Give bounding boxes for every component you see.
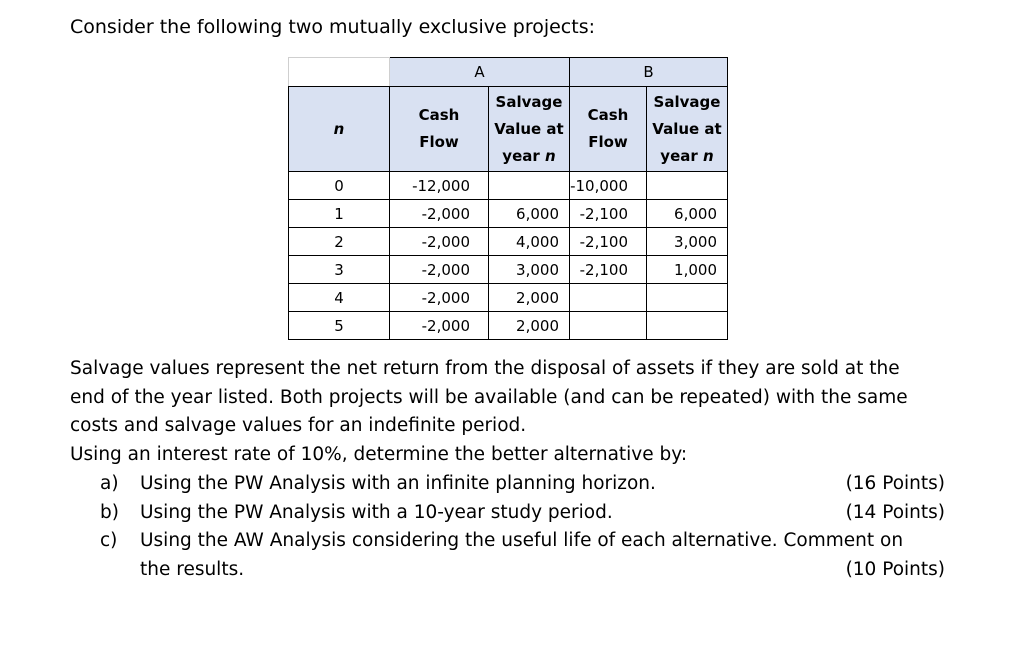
table-row: 1 -2,000 6,000 -2,100 6,000 [289, 200, 728, 228]
table-row: 4 -2,000 2,000 [289, 284, 728, 312]
table-row: 5 -2,000 2,000 [289, 312, 728, 340]
instruction-line: Using an interest rate of 10%, determine the better alternative by: [70, 443, 688, 465]
points-label: (16 Points) [845, 473, 945, 494]
question-list [100, 470, 945, 584]
problem-description [70, 355, 950, 469]
description-line: costs and salvage values for an indefinite period. [70, 415, 527, 437]
description-line: end of the year listed. Both projects will be available (and can be repeated) with the same [70, 386, 908, 408]
problem-title: Consider the following two mutually exclusive projects: [70, 16, 595, 38]
table-row: 3 -2,000 3,000 -2,100 1,000 [289, 256, 728, 284]
col-header-b-cash-flow: Cash Flow [570, 87, 647, 172]
table-row: 2 -2,000 4,000 -2,100 3,000 [289, 228, 728, 256]
col-header-a-cash-flow: Cash Flow [390, 87, 489, 172]
table-row: 0 -12,000 -10,000 [289, 172, 728, 200]
col-header-a-salvage: Salvage Value at year n [489, 87, 570, 172]
group-header-b: B [570, 58, 728, 87]
points-label: (14 Points) [845, 501, 945, 523]
projects-table [288, 57, 728, 340]
question-b: b) Using the PW Analysis with a 10-year study period. (14 Points) [100, 499, 945, 528]
points-label: (10 Points) [845, 558, 945, 580]
col-header-b-salvage: Salvage Value at year n [647, 87, 728, 172]
description-line: Salvage values represent the net return from the disposal of assets if they are sold at the [70, 358, 900, 379]
col-header-n: n [289, 87, 390, 172]
group-header-a: A [390, 58, 570, 87]
question-a: a) Using the PW Analysis with an infinite planning horizon. (16 Points) [100, 470, 945, 499]
question-c: c) Using the AW Analysis considering the useful life of each alternative. Comment on the results. (10 Points) [100, 527, 945, 584]
